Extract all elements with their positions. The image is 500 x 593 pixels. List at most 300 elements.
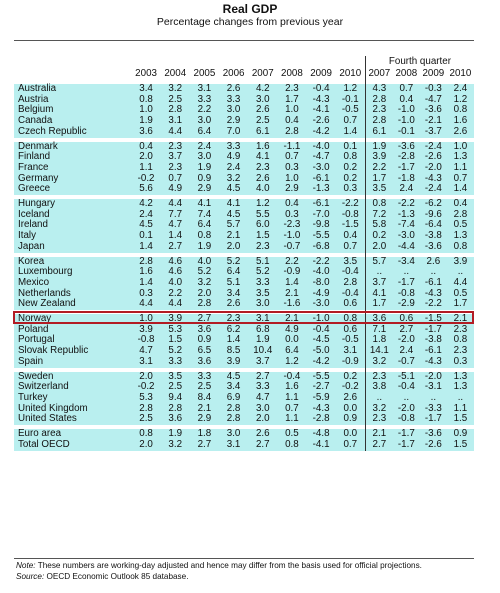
value-cell: -4.3 [307,404,336,415]
value-cell: 0.5 [277,429,306,440]
country-label: Iceland [14,210,131,221]
value-cell: 9.4 [161,393,190,404]
header-row-fourth-quarter [14,56,474,68]
quarter-value-cell: .. [420,393,447,404]
top-rule [14,40,474,41]
country-label: Belgium [14,105,131,116]
value-cell: 0.9 [190,335,219,346]
value-cell: -7.0 [307,210,336,221]
value-cell: 5.7 [219,220,248,231]
quarter-value-cell: 7.2 [365,210,393,221]
value-cell: 2.3 [248,242,277,253]
quarter-value-cell: 5.7 [365,257,393,268]
table-row [14,357,474,368]
value-cell: 7.4 [190,210,219,221]
country-label: Japan [14,242,131,253]
value-cell: -6.1 [307,174,336,185]
value-cell: 4.5 [219,372,248,383]
value-cell: 1.4 [131,278,160,289]
value-cell: 3.0 [219,105,248,116]
value-cell: -1.1 [277,142,306,153]
quarter-value-cell: 4.1 [365,289,393,300]
quarter-value-cell: .. [447,393,474,404]
value-cell: 4.0 [161,278,190,289]
value-cell: 2.8 [219,414,248,425]
value-cell: 1.9 [131,116,160,127]
value-cell: 1.0 [131,314,160,325]
quarter-value-cell: -2.0 [393,335,420,346]
value-cell: -3.0 [307,299,336,310]
quarter-value-cell: 0.5 [447,220,474,231]
value-cell: 0.0 [336,429,366,440]
value-cell: -0.2 [131,174,160,185]
value-cell: 2.8 [190,299,219,310]
quarter-value-cell: -6.4 [420,220,447,231]
quarter-value-cell: -2.2 [420,299,447,310]
value-cell: 0.9 [190,174,219,185]
quarter-value-cell: 2.8 [365,95,393,106]
value-cell: 3.3 [190,372,219,383]
quarter-value-cell: -2.0 [420,372,447,383]
quarter-value-cell: 1.9 [365,142,393,153]
bottom-rule [14,558,474,559]
quarter-value-cell: -2.1 [420,116,447,127]
value-cell: 4.0 [248,184,277,195]
value-cell: 2.3 [161,142,190,153]
country-label: United States [14,414,131,425]
country-label: Czech Republic [14,127,131,138]
value-cell: 7.0 [219,127,248,138]
quarter-value-cell: -0.8 [393,289,420,300]
value-cell: 5.2 [161,346,190,357]
value-cell: -4.2 [307,127,336,138]
value-cell: 4.7 [131,346,160,357]
value-cell: 5.1 [248,257,277,268]
quarter-value-cell: 2.6 [447,127,474,138]
country-label: Austria [14,95,131,106]
quarter-value-cell: 2.7 [393,325,420,336]
country-label: Luxembourg [14,267,131,278]
value-cell: 1.0 [131,105,160,116]
value-cell: 1.1 [131,163,160,174]
value-cell: -3.0 [307,163,336,174]
quarter-value-cell: 0.8 [447,242,474,253]
quarter-value-cell: 2.3 [365,105,393,116]
value-cell: 0.8 [336,152,366,163]
table-subtitle: Percentage changes from previous year [156,16,344,28]
quarter-value-cell: 2.6 [420,257,447,268]
quarter-value-cell: -3.8 [420,335,447,346]
value-cell: 2.7 [248,372,277,383]
value-cell: 2.6 [248,174,277,185]
value-cell: 0.1 [336,142,366,153]
value-cell: 3.4 [219,289,248,300]
value-cell: 4.5 [131,220,160,231]
country-label: Finland [14,152,131,163]
quarter-value-cell: .. [365,267,393,278]
value-cell: 3.1 [190,84,219,95]
value-cell: 3.4 [219,382,248,393]
value-cell: 3.3 [190,95,219,106]
source-label: Source: [16,572,45,581]
value-cell: 2.9 [219,116,248,127]
value-cell: 2.5 [161,95,190,106]
value-cell: 3.3 [248,278,277,289]
value-cell: -0.1 [336,95,366,106]
quarter-value-cell: 3.8 [365,382,393,393]
value-cell: 4.2 [131,199,160,210]
quarter-value-cell: -2.9 [393,299,420,310]
value-cell: 2.7 [190,440,219,451]
value-cell: 0.2 [336,163,366,174]
quarter-value-cell: 3.9 [365,152,393,163]
value-cell: 2.0 [131,440,160,451]
value-cell: 0.4 [131,142,160,153]
quarter-year-header: 2008 [393,68,420,80]
country-label: Greece [14,184,131,195]
value-cell: 0.3 [277,210,306,221]
value-cell: 6.4 [190,220,219,231]
value-cell: 1.4 [277,278,306,289]
value-cell: 2.8 [161,404,190,415]
value-cell: -0.5 [336,105,366,116]
value-cell: 1.9 [248,335,277,346]
quarter-value-cell: -4.3 [420,357,447,368]
value-cell: 0.4 [277,116,306,127]
quarter-value-cell: 3.6 [365,314,393,325]
value-cell: -2.7 [307,382,336,393]
quarter-value-cell: 0.5 [447,289,474,300]
value-cell: 1.1 [277,414,306,425]
value-cell: -4.0 [307,142,336,153]
quarter-value-cell: 1.1 [447,163,474,174]
value-cell: -4.9 [307,289,336,300]
quarter-value-cell: -6.2 [420,199,447,210]
value-cell: 0.8 [277,440,306,451]
quarter-value-cell: 1.4 [447,184,474,195]
value-cell: 5.6 [131,184,160,195]
quarter-value-cell: 0.6 [393,314,420,325]
value-cell: 1.0 [277,105,306,116]
value-cell: 1.0 [277,174,306,185]
table-row [14,184,474,195]
value-cell: -1.6 [277,299,306,310]
table-title: Real GDP [222,2,278,16]
value-cell: -6.8 [307,242,336,253]
quarter-value-cell: -0.1 [393,127,420,138]
quarter-value-cell: -3.0 [393,231,420,242]
table-row [14,127,474,138]
value-cell: -4.7 [307,152,336,163]
value-cell: 5.2 [248,267,277,278]
year-header: 2008 [277,68,306,80]
country-label: Switzerland [14,382,131,393]
value-cell: 3.0 [190,116,219,127]
country-label: Poland [14,325,131,336]
quarter-value-cell: 2.1 [447,314,474,325]
value-cell: 3.6 [190,325,219,336]
value-cell: 4.4 [161,127,190,138]
country-label: Netherlands [14,289,131,300]
quarter-value-cell: 1.8 [365,335,393,346]
value-cell: 5.2 [219,257,248,268]
value-cell: -1.0 [307,314,336,325]
value-cell: -0.4 [336,289,366,300]
source-text: OECD Economic Outlook 85 database. [44,572,189,581]
value-cell: 3.1 [248,314,277,325]
value-cell: -2.3 [277,220,306,231]
value-cell: 1.5 [161,335,190,346]
value-cell: 0.2 [336,372,366,383]
value-cell: 6.4 [219,267,248,278]
fourth-quarter-header: Fourth quarter [365,56,474,68]
header-row-years [14,68,474,80]
value-cell: 3.9 [219,357,248,368]
quarter-value-cell: 2.4 [393,346,420,357]
value-cell: 0.6 [336,299,366,310]
value-cell: 3.3 [248,382,277,393]
value-cell: 2.9 [190,184,219,195]
quarter-value-cell: 4.4 [447,278,474,289]
value-cell: 3.6 [131,127,160,138]
value-cell: 1.4 [131,242,160,253]
value-cell: 2.2 [190,105,219,116]
quarter-value-cell: 6.1 [365,127,393,138]
value-cell: 4.5 [219,210,248,221]
value-cell: 2.0 [248,414,277,425]
quarter-value-cell: 1.5 [447,414,474,425]
value-cell: 6.4 [190,127,219,138]
value-cell: 2.6 [248,105,277,116]
country-label: Portugal [14,335,131,346]
value-cell: 4.9 [277,325,306,336]
quarter-value-cell: 1.3 [447,372,474,383]
quarter-value-cell: 1.7 [447,299,474,310]
quarter-value-cell: .. [393,393,420,404]
value-cell: -0.2 [336,382,366,393]
value-cell: 4.1 [248,152,277,163]
quarter-value-cell: 2.2 [365,163,393,174]
value-cell: 0.3 [336,184,366,195]
quarter-value-cell: 2.3 [365,372,393,383]
value-cell: 6.2 [219,325,248,336]
quarter-value-cell: 0.9 [447,429,474,440]
country-label: Turkey [14,393,131,404]
value-cell: 2.5 [161,382,190,393]
value-cell: 5.3 [131,393,160,404]
value-cell: 2.8 [219,404,248,415]
value-cell: 4.9 [219,152,248,163]
quarter-value-cell: 2.7 [365,440,393,451]
value-cell: 5.2 [190,267,219,278]
value-cell: 1.2 [336,84,366,95]
value-cell: 2.2 [277,257,306,268]
value-cell: 3.1 [131,357,160,368]
country-label: Ireland [14,220,131,231]
value-cell: 1.6 [277,382,306,393]
quarter-value-cell: -4.7 [420,95,447,106]
country-label: Total OECD [14,440,131,451]
value-cell: 0.3 [277,163,306,174]
value-cell: 0.7 [336,116,366,127]
value-cell: -4.0 [307,267,336,278]
value-cell: -4.1 [307,440,336,451]
value-cell: 4.7 [248,393,277,404]
value-cell: 0.7 [336,242,366,253]
value-cell: 0.8 [131,95,160,106]
table-row [14,299,474,310]
quarter-value-cell: 3.7 [365,278,393,289]
value-cell: -4.5 [307,335,336,346]
value-cell: 2.7 [248,440,277,451]
country-label: Korea [14,257,131,268]
value-cell: 4.2 [248,84,277,95]
value-cell: -5.5 [307,372,336,383]
value-cell: -0.4 [307,84,336,95]
value-cell: 0.9 [336,414,366,425]
value-cell: -1.0 [277,231,306,242]
value-cell: 5.5 [248,210,277,221]
year-header: 2009 [307,68,336,80]
value-cell: 2.5 [190,382,219,393]
value-cell: -5.0 [307,346,336,357]
quarter-value-cell: 2.1 [365,429,393,440]
value-cell: -0.8 [336,210,366,221]
country-label: Euro area [14,429,131,440]
value-cell: 3.0 [248,95,277,106]
note-text: These numbers are working-day adjusted and hence may differ from the basis used for official projections. [35,561,422,570]
value-cell: -0.7 [277,242,306,253]
quarter-value-cell: -3.1 [420,382,447,393]
quarter-value-cell: 1.7 [365,299,393,310]
quarter-value-cell: 14.1 [365,346,393,357]
quarter-value-cell: -4.3 [420,174,447,185]
quarter-value-cell: 2.8 [447,210,474,221]
value-cell: 3.2 [161,84,190,95]
value-cell: 1.7 [277,95,306,106]
quarter-value-cell: -2.2 [393,199,420,210]
value-cell: 1.2 [277,357,306,368]
value-cell: -4.1 [307,105,336,116]
value-cell: 3.3 [219,142,248,153]
value-cell: 3.9 [161,314,190,325]
value-cell: -0.4 [277,372,306,383]
quarter-value-cell: 2.4 [447,84,474,95]
value-cell: 2.9 [190,414,219,425]
value-cell: 0.7 [336,440,366,451]
value-cell: -0.9 [336,357,366,368]
value-cell: 1.9 [190,163,219,174]
year-header: 2007 [248,68,277,80]
country-label: Norway [14,314,131,325]
quarter-value-cell: -2.0 [393,404,420,415]
value-cell: 6.5 [190,346,219,357]
value-cell: 0.8 [131,429,160,440]
country-label: Slovak Republic [14,346,131,357]
value-cell: 0.4 [336,231,366,242]
quarter-value-cell: 0.4 [393,95,420,106]
quarter-value-cell: .. [365,393,393,404]
quarter-value-cell: -2.4 [420,184,447,195]
table-row [14,440,474,451]
value-cell: 3.9 [131,325,160,336]
quarter-value-cell: -1.5 [420,314,447,325]
quarter-value-cell: -2.8 [393,152,420,163]
value-cell: 2.8 [277,127,306,138]
value-cell: 4.1 [219,199,248,210]
quarter-value-cell: -1.8 [393,174,420,185]
quarter-value-cell: -2.6 [420,440,447,451]
value-cell: -0.5 [336,335,366,346]
quarter-value-cell: 5.8 [365,220,393,231]
value-cell: 2.4 [219,163,248,174]
quarter-value-cell: 1.3 [447,152,474,163]
value-cell: -0.8 [131,335,160,346]
quarter-value-cell: 1.3 [447,231,474,242]
value-cell: -0.9 [277,267,306,278]
value-cell: 2.0 [190,289,219,300]
country-label: Canada [14,116,131,127]
value-cell: 2.3 [219,314,248,325]
value-cell: -1.5 [336,220,366,231]
quarter-value-cell: 3.2 [365,404,393,415]
quarter-value-cell: 2.8 [365,116,393,127]
value-cell: -0.4 [336,267,366,278]
value-cell: 0.8 [190,231,219,242]
quarter-value-cell: 0.4 [447,199,474,210]
country-label: Spain [14,357,131,368]
country-label: Hungary [14,199,131,210]
value-cell: 6.4 [277,346,306,357]
value-cell: 2.6 [219,299,248,310]
quarter-value-cell: -4.4 [393,242,420,253]
value-cell: 3.5 [336,257,366,268]
value-cell: 3.1 [336,346,366,357]
value-cell: 6.0 [248,220,277,231]
quarter-value-cell: 2.3 [447,346,474,357]
value-cell: 5.3 [161,325,190,336]
country-label: France [14,163,131,174]
quarter-value-cell: -2.4 [420,142,447,153]
value-cell: 1.2 [248,199,277,210]
value-cell: 6.1 [248,127,277,138]
year-header: 2005 [190,68,219,80]
value-cell: 5.1 [219,278,248,289]
value-cell: 2.0 [219,242,248,253]
value-cell: 1.8 [190,429,219,440]
quarter-value-cell: -3.6 [420,105,447,116]
year-header: 2003 [131,68,160,80]
value-cell: 3.1 [161,116,190,127]
value-cell: 8.5 [219,346,248,357]
quarter-value-cell: -0.3 [420,84,447,95]
year-header: 2006 [219,68,248,80]
quarter-value-cell: 1.5 [447,440,474,451]
value-cell: 0.8 [336,314,366,325]
value-cell: 0.4 [277,199,306,210]
table-note [16,561,422,570]
quarter-value-cell: -1.0 [393,105,420,116]
value-cell: -9.8 [307,220,336,231]
value-cell: 6.9 [219,393,248,404]
value-cell: 2.8 [131,257,160,268]
quarter-value-cell: 7.1 [365,325,393,336]
quarter-value-cell: 1.6 [447,116,474,127]
value-cell: 1.9 [161,429,190,440]
value-cell: 2.6 [336,393,366,404]
value-cell: 2.8 [336,278,366,289]
country-label: Mexico [14,278,131,289]
